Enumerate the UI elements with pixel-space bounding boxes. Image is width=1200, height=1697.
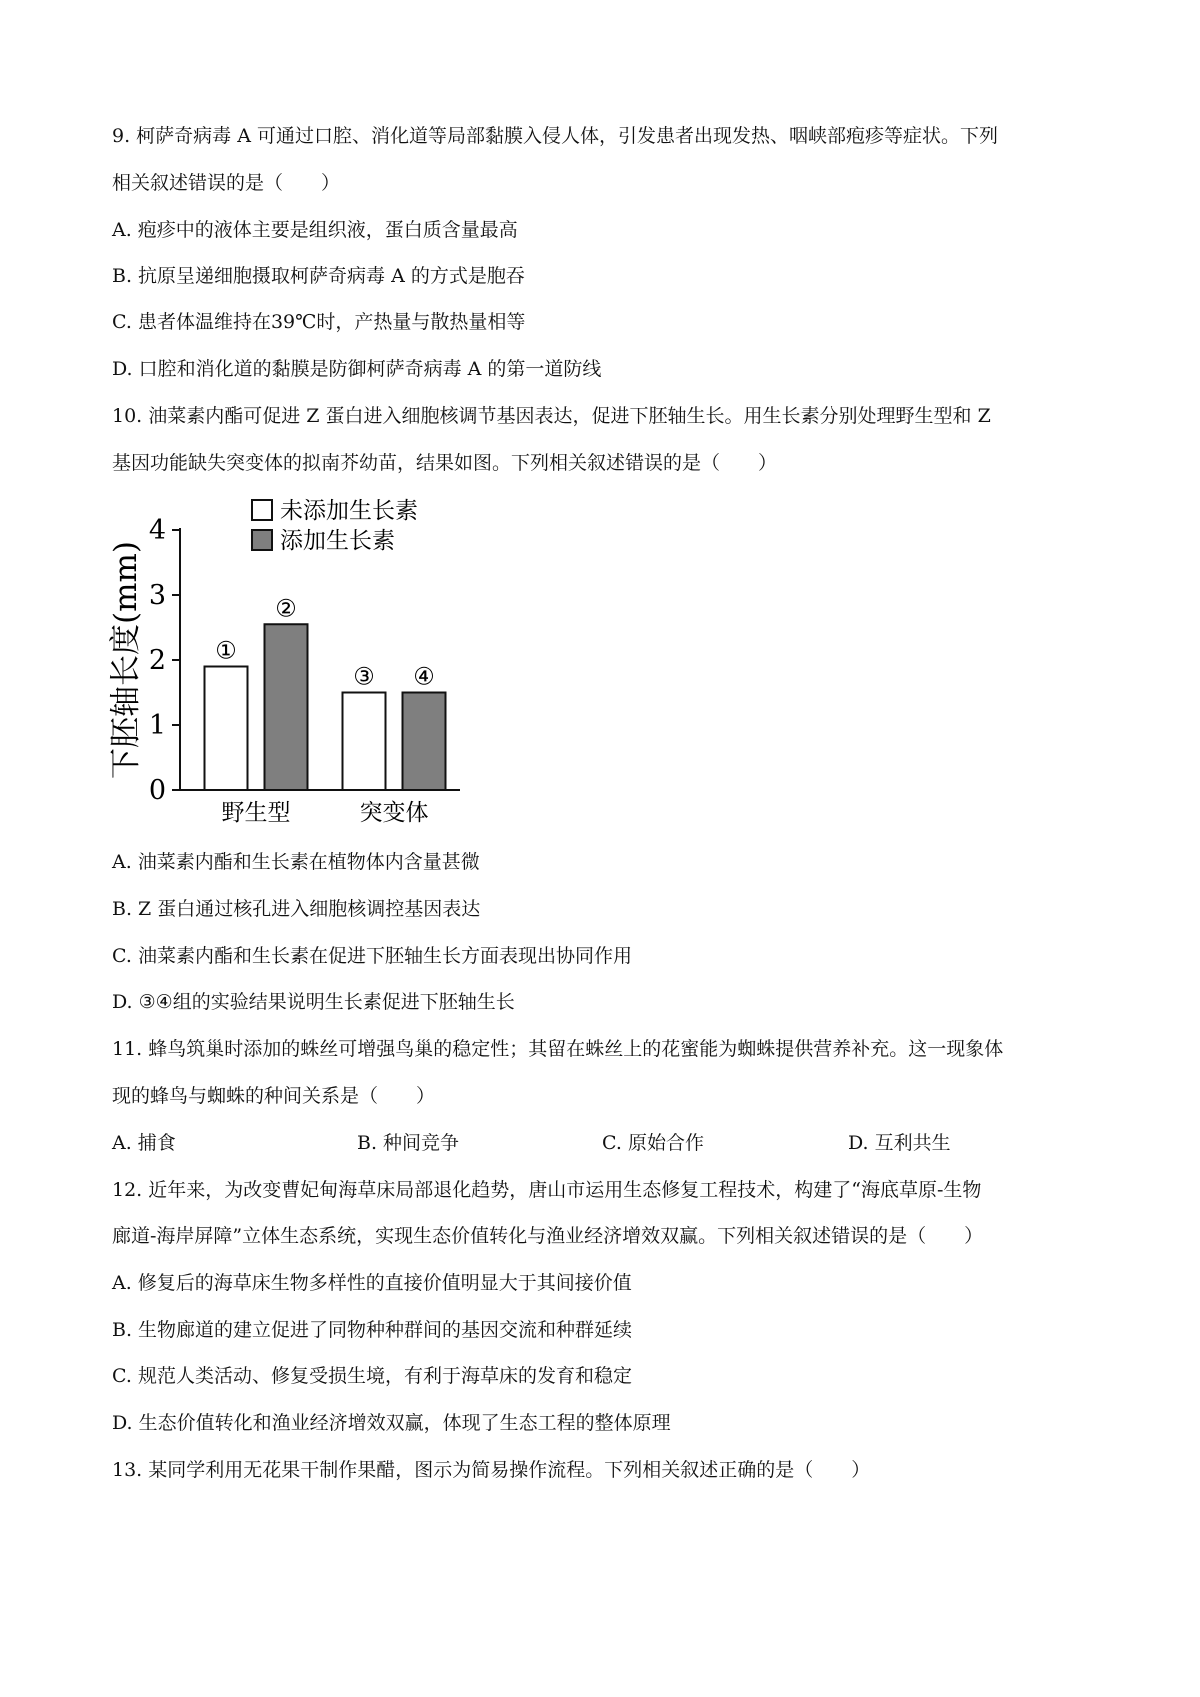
legend-label-0: 未添加生长素 bbox=[280, 498, 418, 524]
q10-option-d: D. ③④组的实验结果说明生长素促进下胚轴生长 bbox=[112, 991, 515, 1013]
q12-stem-line2: 廊道-海岸屏障”立体生态系统，实现生态价值转化与渔业经济增效双赢。下列相关叙述错误的是（ ） bbox=[112, 1225, 984, 1247]
y-tick-label: 4 bbox=[148, 515, 166, 546]
q11-stem-line2: 现的蜂鸟与蜘蛛的种间关系是（ ） bbox=[112, 1085, 436, 1107]
q9-option-a: A. 疱疹中的液体主要是组织液，蛋白质含量最高 bbox=[112, 219, 518, 241]
q12-option-a: A. 修复后的海草床生物多样性的直接价值明显大于其间接价值 bbox=[112, 1272, 632, 1294]
bar-label: ③ bbox=[353, 662, 375, 691]
q9-option-d: D. 口腔和消化道的黏膜是防御柯萨奇病毒 A 的第一道防线 bbox=[112, 358, 602, 380]
q12-option-b: B. 生物廊道的建立促进了同物种种群间的基因交流和种群延续 bbox=[112, 1319, 633, 1341]
q9-option-c: C. 患者体温维持在39℃时，产热量与散热量相等 bbox=[112, 311, 526, 333]
legend-label-1: 添加生长素 bbox=[280, 528, 395, 554]
q11-option-a: A. 捕食 bbox=[112, 1132, 176, 1154]
bar-野生型-未添加生长素 bbox=[205, 667, 248, 791]
y-tick-label: 0 bbox=[148, 775, 166, 806]
legend-swatch-0 bbox=[252, 500, 272, 520]
bar-突变体-未添加生长素 bbox=[343, 693, 386, 791]
q9-stem-line2: 相关叙述错误的是（ ） bbox=[112, 172, 341, 194]
q11-option-c: C. 原始合作 bbox=[602, 1132, 704, 1154]
q10-option-c: C. 油菜素内酯和生长素在促进下胚轴生长方面表现出协同作用 bbox=[112, 945, 632, 967]
q9-option-b: B. 抗原呈递细胞摄取柯萨奇病毒 A 的方式是胞吞 bbox=[112, 265, 525, 287]
q12-option-c: C. 规范人类活动、修复受损生境，有利于海草床的发育和稳定 bbox=[112, 1365, 632, 1387]
bar-突变体-添加生长素 bbox=[403, 693, 446, 791]
q13-stem-line1: 13. 某同学利用无花果干制作果醋，图示为简易操作流程。下列相关叙述正确的是（ ） bbox=[112, 1459, 871, 1481]
bar-label: ① bbox=[215, 636, 237, 665]
bar-label: ④ bbox=[413, 662, 435, 691]
hypocotyl-bar-chart bbox=[100, 498, 460, 828]
q10-option-a: A. 油菜素内酯和生长素在植物体内含量甚微 bbox=[112, 851, 480, 873]
q12-option-d: D. 生态价值转化和渔业经济增效双赢，体现了生态工程的整体原理 bbox=[112, 1412, 671, 1434]
q10-stem-line2: 基因功能缺失突变体的拟南芥幼苗，结果如图。下列相关叙述错误的是（ ） bbox=[112, 452, 778, 474]
q11-stem-line1: 11. 蜂鸟筑巢时添加的蛛丝可增强鸟巢的稳定性；其留在蛛丝上的花蜜能为蜘蛛提供营养补充。这一现象体 bbox=[112, 1038, 1004, 1060]
y-tick-label: 1 bbox=[148, 710, 166, 741]
y-tick-label: 2 bbox=[148, 645, 166, 676]
q11-options-row bbox=[112, 1131, 1012, 1155]
q10-stem-line1: 10. 油菜素内酯可促进 Z 蛋白进入细胞核调节基因表达，促进下胚轴生长。用生长素分别处理野生型和 Z bbox=[112, 405, 991, 427]
chart-legend bbox=[252, 498, 418, 554]
x-tick-label: 野生型 bbox=[221, 800, 291, 826]
bar-label: ② bbox=[275, 594, 297, 623]
q10-option-b: B. Z 蛋白通过核孔进入细胞核调控基因表达 bbox=[112, 898, 481, 920]
bar-野生型-添加生长素 bbox=[265, 624, 308, 790]
legend-swatch-1 bbox=[252, 530, 272, 550]
y-axis-title: 下胚轴长度(mm) bbox=[108, 541, 144, 779]
q12-stem-line1: 12. 近年来，为改变曹妃甸海草床局部退化趋势，唐山市运用生态修复工程技术，构建了“海底草原-生物 bbox=[112, 1179, 982, 1201]
x-tick-label: 突变体 bbox=[359, 800, 429, 826]
q11-option-b: B. 种间竞争 bbox=[357, 1132, 460, 1154]
chart-bars bbox=[205, 594, 446, 790]
y-tick-label: 3 bbox=[148, 580, 166, 611]
q9-stem-line1: 9. 柯萨奇病毒 A 可通过口腔、消化道等局部黏膜入侵人体，引发患者出现发热、咽峡部疱疹等症状。下列 bbox=[112, 125, 998, 147]
q11-option-d: D. 互利共生 bbox=[848, 1132, 951, 1154]
